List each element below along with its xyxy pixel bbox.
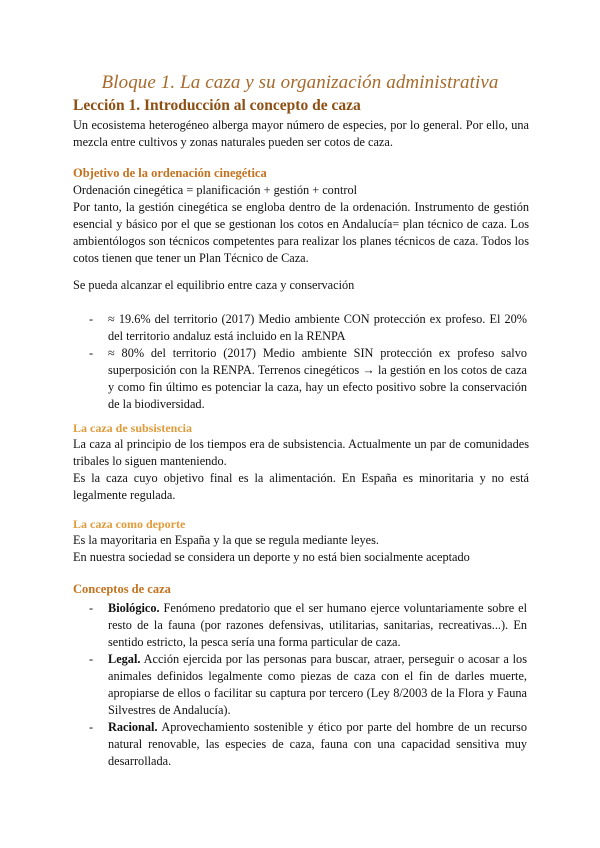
deporte-p1: Es la mayoritaria en España y la que se regula mediante leyes. <box>73 533 379 547</box>
bullet-marker: - <box>89 346 94 360</box>
equilibrio-text: Se pueda alcanzar el equilibrio entre caza y conservación <box>73 278 355 292</box>
deporte-p2: En nuestra sociedad se considera un deporte y no está bien socialmente aceptado <box>73 550 470 564</box>
bullet-marker: - <box>89 601 94 615</box>
concepto-racional <box>108 719 527 770</box>
concepto-text: Aprovechamiento sostenible y ético por parte del hombre de un recurso natural renovable, las especies de caza, fauna con una capacidad sensitiva muy desarrollada. <box>108 720 527 768</box>
intro-paragraph: Un ecosistema heterogéneo alberga mayor número de especies, por lo general. Por ello, una mezcla entre cultivos y zonas naturales pueden ser cotos de caza. <box>73 118 529 149</box>
bullet-marker: - <box>89 652 94 666</box>
concepto-biologico <box>108 600 527 651</box>
concepto-term: Biológico. <box>108 601 160 615</box>
deporte-heading: La caza como deporte <box>73 517 186 531</box>
concepto-term: Racional. <box>108 720 158 734</box>
objetivo-heading: Objetivo de la ordenación cinegética <box>73 166 267 180</box>
concepto-term: Legal. <box>108 652 141 666</box>
conceptos-heading: Conceptos de caza <box>73 582 171 596</box>
subsistencia-p2: Es la caza cuyo objetivo final es la alimentación. En España es minoritaria y no está legalmente regulada. <box>73 471 529 502</box>
bullet-marker: - <box>89 720 94 734</box>
block-title: Bloque 1. La caza y su organización administrativa <box>101 72 499 93</box>
subsistencia-heading: La caza de subsistencia <box>73 421 193 435</box>
objetivo-bullet-1: ≈ 19.6% del territorio (2017) Medio ambiente CON protección ex profeso. El 20% del territorio andaluz está incluido en la RENPA <box>108 312 527 343</box>
objetivo-formula: Ordenación cinegética = planificación + gestión + control <box>73 183 358 197</box>
concepto-legal <box>108 651 527 719</box>
subsistencia-p1: La caza al principio de los tiempos era de subsistencia. Actualmente un par de comunidades tribales lo siguen manteniendo. <box>73 437 529 468</box>
objetivo-bullet-2: ≈ 80% del territorio (2017) Medio ambiente SIN protección ex profeso salvo superposición con la RENPA. Terrenos cinegéticos → la gestión en los cotos de caza y como fin último es potenciar la caza, hay un efecto positivo sobre la conservación de la biodiversidad. <box>108 346 527 411</box>
bullet-marker: - <box>89 312 94 326</box>
objetivo-paragraph: Por tanto, la gestión cinegética se engloba dentro de la ordenación. Instrumento de gestión esencial y básico por el que se gestionan los cotos en Andalucía= plan técnico de caza. Los ambientólogos son técnicos competentes para realizar los planes técnicos de caza. Todos los cotos tienen que tener un Plan Técnico de Caza. <box>73 200 529 265</box>
concepto-text: Fenómeno predatorio que el ser humano ejerce voluntariamente sobre el resto de la fauna (por razones defensivas, utilitarias, sanitarias, recreativas...). En sentido estricto, la pesca sería una forma particular de caza. <box>108 601 527 649</box>
lesson-title: Lección 1. Introducción al concepto de caza <box>73 97 361 114</box>
concepto-text: Acción ejercida por las personas para buscar, atraer, perseguir o acosar a los animales definidos legalmente como piezas de caza con el fin de darles muerte, apropiarse de ellos o facilitar su captura por tercero (Ley 8/2003 de la Flora y Fauna Silvestres de Andalucía). <box>108 652 527 717</box>
